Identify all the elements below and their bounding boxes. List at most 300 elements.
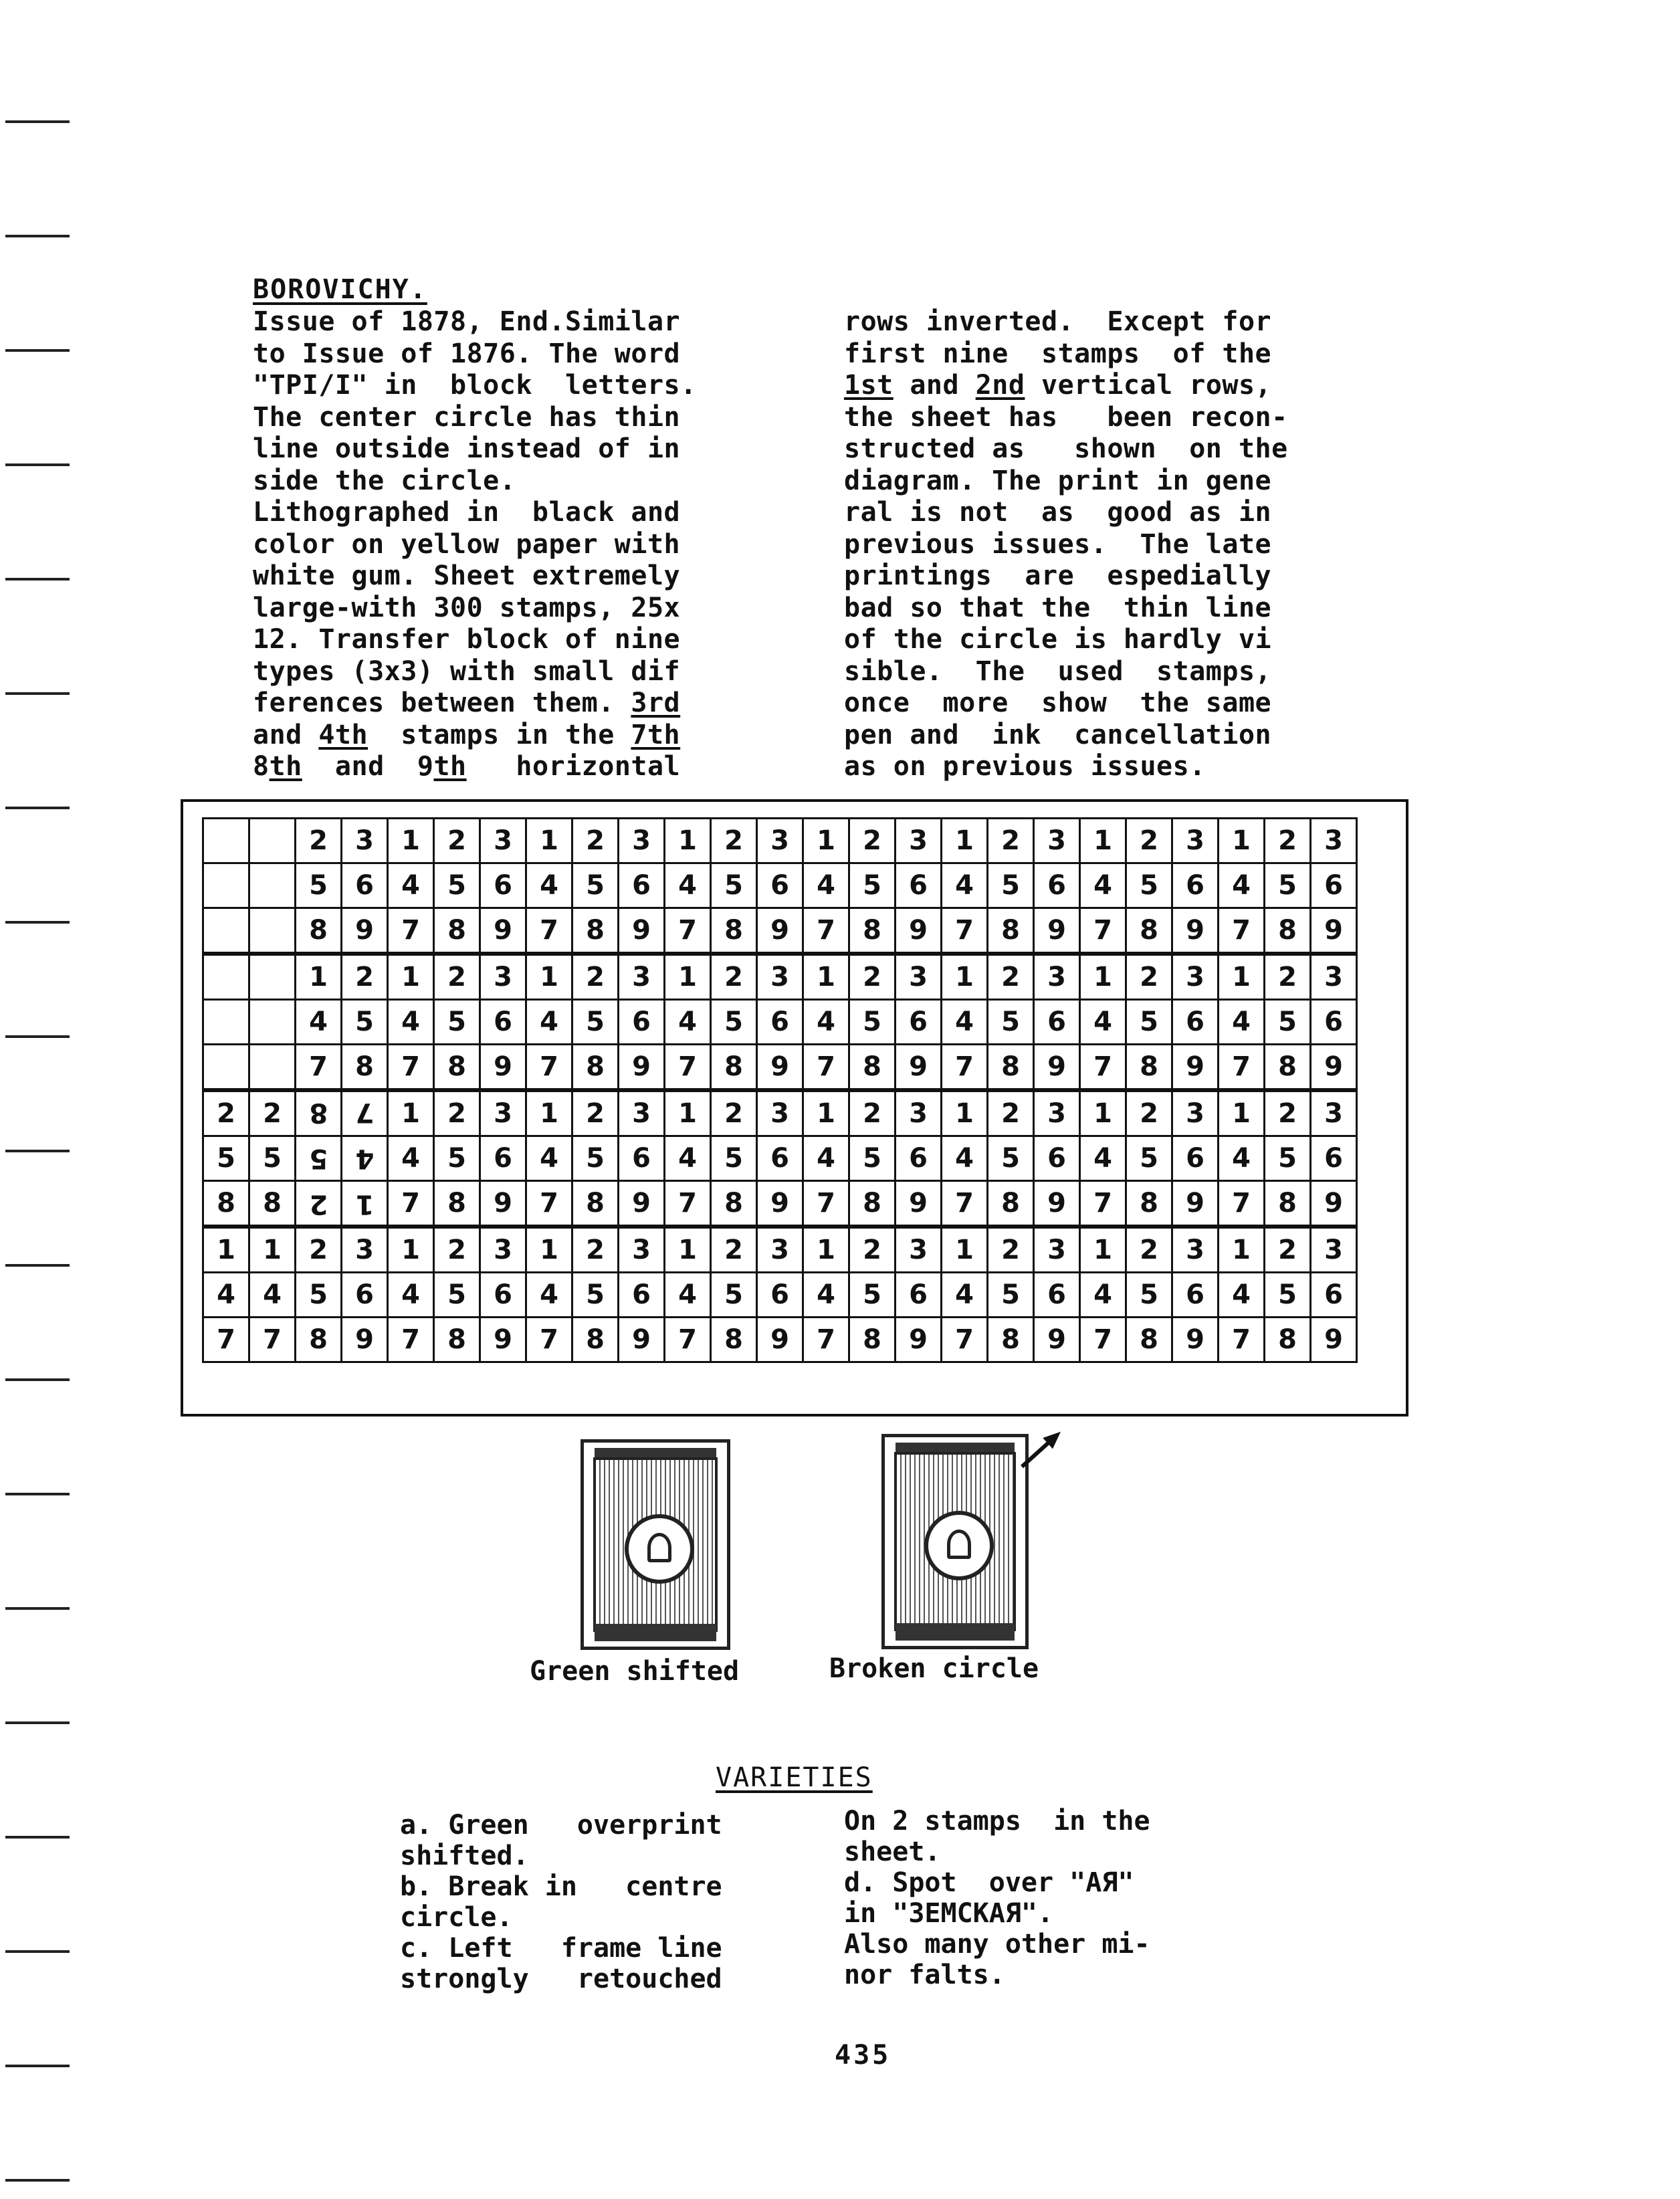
grid-cell: 2 [296, 1227, 342, 1273]
text-fragment: and [893, 370, 976, 401]
text-fragment: stamps in the [368, 719, 631, 750]
grid-cell: 9 [1172, 1318, 1219, 1362]
grid-cell: 4 [942, 1136, 988, 1181]
grid-cell: 6 [896, 1136, 942, 1181]
grid-cell: 4 [526, 1136, 572, 1181]
grid-cell: 8 [711, 908, 757, 954]
grid-cell: 6 [896, 863, 942, 908]
grid-cell: 1 [1219, 954, 1265, 1000]
text-line: bad so that the thin line [844, 592, 1272, 623]
text-line: types (3x3) with small dif [253, 655, 681, 687]
grid-cell: 1 [249, 1227, 296, 1273]
grid-cell: 5 [711, 1000, 757, 1045]
grid-cell: 3 [480, 1227, 526, 1273]
grid-cell: 3 [480, 954, 526, 1000]
grid-cell: 1 [1219, 1090, 1265, 1136]
grid-cell: 5 [1126, 1000, 1172, 1045]
grid-cell: 5 [849, 863, 896, 908]
grid-cell: 8 [203, 1181, 249, 1227]
grid-cell: 2 [434, 1090, 480, 1136]
grid-cell: 9 [757, 1045, 803, 1091]
grid-cell: 1 [803, 954, 849, 1000]
grid-cell: 7 [665, 908, 711, 954]
grid-cell: 7 [342, 1090, 388, 1136]
grid-cell: 1 [665, 1090, 711, 1136]
underlined-fragment: 2nd [975, 370, 1025, 401]
grid-cell: 5 [296, 1136, 342, 1181]
text-fragment: vertical rows, [1025, 370, 1272, 401]
grid-cell: 4 [296, 1000, 342, 1045]
grid-cell: 5 [1265, 1000, 1311, 1045]
grid-cell: 1 [526, 819, 572, 863]
grid-cell: 1 [1080, 954, 1126, 1000]
grid-row [203, 1000, 1357, 1045]
grid-cell: 6 [480, 863, 526, 908]
grid-cell: 6 [1034, 1000, 1080, 1045]
grid-cell: 9 [1311, 1318, 1357, 1362]
grid-cell: 3 [619, 954, 665, 1000]
grid-cell: 7 [1080, 908, 1126, 954]
stamp-center-circle [625, 1514, 694, 1584]
grid-row [203, 819, 1357, 863]
grid-cell: 6 [896, 1273, 942, 1318]
grid-cell: 6 [619, 863, 665, 908]
binding-mark [5, 921, 70, 924]
grid-cell: 1 [1219, 819, 1265, 863]
grid-cell: 2 [1126, 954, 1172, 1000]
grid-cell: 3 [1034, 1090, 1080, 1136]
text-line: The center circle has thin [253, 401, 681, 433]
grid-cell: 8 [434, 1045, 480, 1091]
grid-cell: 8 [988, 1045, 1034, 1091]
binding-mark [5, 1493, 70, 1495]
text-line: first nine stamps of the [844, 338, 1272, 369]
grid-cell [249, 908, 296, 954]
grid-cell: 5 [1126, 1136, 1172, 1181]
grid-cell: 5 [988, 1000, 1034, 1045]
text-line: nor falts. [844, 1960, 1005, 1990]
grid-cell: 8 [1265, 908, 1311, 954]
grid-cell: 5 [1265, 1273, 1311, 1318]
grid-cell: 4 [388, 1273, 434, 1318]
text-line: strongly retouched [400, 1964, 722, 1994]
grid-cell: 5 [988, 1136, 1034, 1181]
grid-cell: 7 [526, 908, 572, 954]
binding-mark [5, 235, 70, 237]
grid-cell: 5 [342, 1000, 388, 1045]
grid-cell: 7 [803, 1045, 849, 1091]
binding-margin [0, 0, 74, 2199]
grid-cell: 2 [711, 1090, 757, 1136]
grid-cell: 4 [526, 1000, 572, 1045]
text-line: Lithographed in black and [253, 497, 681, 528]
grid-cell: 2 [1126, 819, 1172, 863]
binding-mark [5, 578, 70, 581]
grid-cell: 6 [619, 1136, 665, 1181]
grid-cell: 2 [342, 954, 388, 1000]
grid-cell: 4 [203, 1273, 249, 1318]
grid-cell: 2 [849, 1090, 896, 1136]
grid-cell: 4 [665, 1000, 711, 1045]
grid-cell: 5 [434, 1273, 480, 1318]
grid-cell: 3 [1034, 1227, 1080, 1273]
grid-cell: 1 [526, 1227, 572, 1273]
grid-cell: 3 [480, 819, 526, 863]
grid-cell: 4 [1219, 1273, 1265, 1318]
grid-cell: 9 [619, 1318, 665, 1362]
grid-cell: 2 [1265, 819, 1311, 863]
grid-cell: 9 [480, 1318, 526, 1362]
grid-cell: 8 [849, 1045, 896, 1091]
grid-cell: 9 [1311, 908, 1357, 954]
grid-cell: 5 [296, 863, 342, 908]
text-line: shifted. [400, 1841, 529, 1871]
grid-cell: 8 [1126, 1318, 1172, 1362]
grid-cell: 8 [988, 1318, 1034, 1362]
grid-cell: 2 [572, 819, 619, 863]
broken-circle-stamp-image [881, 1434, 1029, 1649]
grid-cell: 4 [665, 1136, 711, 1181]
grid-cell: 9 [480, 1181, 526, 1227]
grid-cell: 1 [942, 1227, 988, 1273]
grid-cell [249, 1000, 296, 1045]
grid-cell: 9 [619, 908, 665, 954]
text-line: previous issues. The late [844, 528, 1272, 560]
grid-cell: 5 [572, 863, 619, 908]
grid-cell: 6 [1034, 1136, 1080, 1181]
grid-cell: 9 [619, 1181, 665, 1227]
grid-cell: 4 [803, 863, 849, 908]
binding-mark [5, 463, 70, 466]
grid-cell: 1 [388, 1227, 434, 1273]
text-line: Issue of 1878, End.Similar [253, 306, 681, 337]
grid-cell: 9 [757, 908, 803, 954]
grid-cell: 3 [1172, 1227, 1219, 1273]
text-fragment: horizontal [466, 751, 681, 782]
grid-cell: 7 [1219, 908, 1265, 954]
grid-cell: 4 [342, 1136, 388, 1181]
grid-row [203, 1045, 1357, 1091]
grid-cell: 3 [1172, 1090, 1219, 1136]
grid-cell: 2 [711, 1227, 757, 1273]
text-line: as on previous issues. [844, 751, 1206, 782]
grid-cell: 3 [1172, 819, 1219, 863]
grid-cell: 9 [342, 908, 388, 954]
grid-cell: 6 [619, 1000, 665, 1045]
grid-cell: 2 [1126, 1227, 1172, 1273]
grid-cell: 1 [526, 1090, 572, 1136]
binding-mark [5, 1836, 70, 1839]
varieties-left-column [400, 1810, 722, 1994]
grid-cell: 1 [665, 1227, 711, 1273]
grid-cell: 7 [296, 1045, 342, 1091]
grid-cell: 5 [203, 1136, 249, 1181]
text-line: ferences between them. [253, 688, 631, 718]
grid-cell: 8 [296, 908, 342, 954]
grid-cell: 9 [619, 1045, 665, 1091]
grid-cell: 1 [665, 954, 711, 1000]
grid-cell: 8 [434, 1318, 480, 1362]
grid-cell: 6 [1311, 1273, 1357, 1318]
grid-cell: 1 [388, 1090, 434, 1136]
grid-cell: 5 [711, 863, 757, 908]
grid-cell: 3 [1034, 954, 1080, 1000]
binding-mark [5, 1378, 70, 1381]
grid-cell: 1 [803, 1227, 849, 1273]
grid-cell [249, 819, 296, 863]
text-line: d. Spot over "AЯ" [844, 1867, 1134, 1898]
binding-mark [5, 2179, 70, 2182]
grid-cell: 4 [1080, 1000, 1126, 1045]
grid-cell: 5 [1265, 863, 1311, 908]
grid-cell: 6 [896, 1000, 942, 1045]
grid-cell: 2 [434, 954, 480, 1000]
grid-cell: 4 [249, 1273, 296, 1318]
page-title: BOROVICHY. [253, 274, 427, 305]
grid-cell: 2 [296, 819, 342, 863]
broken-circle-caption: Broken circle [829, 1653, 1039, 1684]
grid-cell: 5 [296, 1273, 342, 1318]
grid-cell: 6 [757, 1273, 803, 1318]
grid-cell: 8 [296, 1318, 342, 1362]
grid-cell: 3 [1311, 1227, 1357, 1273]
grid-cell: 9 [342, 1318, 388, 1362]
grid-row [203, 863, 1357, 908]
text-line: ral is not as good as in [844, 497, 1272, 528]
grid-cell [203, 819, 249, 863]
grid-cell: 7 [526, 1181, 572, 1227]
text-line: color on yellow paper with [253, 528, 681, 560]
stamp-bottom-band [896, 1623, 1015, 1641]
binding-mark [5, 1607, 70, 1610]
grid-cell: 9 [1034, 1045, 1080, 1091]
grid-cell: 4 [388, 1136, 434, 1181]
grid-cell [203, 954, 249, 1000]
grid-cell: 5 [1126, 1273, 1172, 1318]
text-line: large-with 300 stamps, 25x [253, 592, 681, 623]
grid-cell: 8 [572, 908, 619, 954]
grid-cell: 5 [988, 1273, 1034, 1318]
grid-cell: 5 [434, 863, 480, 908]
binding-mark [5, 1721, 70, 1724]
text-line: Also many other mi- [844, 1929, 1150, 1960]
text-line: structed as shown on the [844, 433, 1288, 464]
text-line: to Issue of 1876. The word [253, 338, 681, 369]
grid-cell: 7 [942, 1318, 988, 1362]
grid-cell: 4 [388, 863, 434, 908]
text-line: rows inverted. Except for [844, 306, 1272, 337]
binding-mark [5, 1150, 70, 1152]
grid-cell: 4 [526, 1273, 572, 1318]
grid-cell: 8 [1126, 908, 1172, 954]
grid-cell: 7 [249, 1318, 296, 1362]
text-line: c. Left frame line [400, 1933, 722, 1964]
grid-cell: 2 [434, 819, 480, 863]
grid-cell: 3 [757, 954, 803, 1000]
text-line: of the circle is hardly vi [844, 624, 1272, 655]
grid-cell: 3 [1311, 1090, 1357, 1136]
grid-cell [203, 1045, 249, 1091]
grid-cell: 7 [388, 908, 434, 954]
text-line: 12. Transfer block of nine [253, 624, 681, 655]
col1-lines [253, 306, 697, 718]
grid-row [203, 908, 1357, 954]
text-fragment: and [253, 719, 319, 750]
binding-mark [5, 2065, 70, 2067]
col1-line14 [253, 720, 680, 750]
text-column-right [844, 306, 1339, 783]
grid-cell: 7 [1080, 1181, 1126, 1227]
text-line: sheet. [844, 1837, 941, 1867]
grid-cell: 6 [342, 1273, 388, 1318]
grid-cell: 1 [388, 954, 434, 1000]
grid-cell: 9 [896, 1045, 942, 1091]
page-number: 435 [835, 2040, 891, 2071]
binding-mark [5, 1264, 70, 1267]
grid-cell: 4 [803, 1000, 849, 1045]
grid-cell: 1 [526, 954, 572, 1000]
grid-cell: 6 [1311, 1136, 1357, 1181]
grid-cell: 9 [896, 908, 942, 954]
grid-cell: 1 [942, 954, 988, 1000]
grid-cell: 1 [296, 954, 342, 1000]
grid-cell: 5 [711, 1273, 757, 1318]
grid-cell: 7 [526, 1318, 572, 1362]
grid-cell: 5 [249, 1136, 296, 1181]
grid-cell: 4 [1219, 1136, 1265, 1181]
grid-cell: 2 [988, 1090, 1034, 1136]
grid-cell: 6 [480, 1000, 526, 1045]
grid-cell: 3 [896, 1090, 942, 1136]
grid-cell: 3 [896, 1227, 942, 1273]
grid-cell: 6 [342, 863, 388, 908]
grid-cell: 8 [711, 1045, 757, 1091]
grid-row [203, 1181, 1357, 1227]
grid-cell: 1 [803, 1090, 849, 1136]
grid-cell: 5 [849, 1273, 896, 1318]
grid-cell: 2 [988, 1227, 1034, 1273]
grid-row [203, 1227, 1357, 1273]
grid-cell: 7 [388, 1045, 434, 1091]
grid-cell: 3 [619, 1090, 665, 1136]
underlined-fragment: th [433, 751, 467, 782]
grid-cell: 5 [434, 1000, 480, 1045]
grid-cell: 2 [572, 954, 619, 1000]
grid-cell: 6 [1034, 863, 1080, 908]
grid-cell: 2 [203, 1090, 249, 1136]
grid-cell: 5 [1265, 1136, 1311, 1181]
grid-cell: 3 [619, 819, 665, 863]
text-line: white gum. Sheet extremely [253, 560, 681, 591]
grid-cell: 7 [1219, 1318, 1265, 1362]
grid-cell [203, 863, 249, 908]
grid-cell: 7 [665, 1045, 711, 1091]
underlined-fragment: 4th [318, 719, 369, 750]
text-line: circle. [400, 1902, 513, 1933]
grid-cell: 7 [1080, 1318, 1126, 1362]
grid-cell: 8 [711, 1318, 757, 1362]
grid-cell: 8 [1265, 1318, 1311, 1362]
grid-cell: 3 [1034, 819, 1080, 863]
grid-cell: 4 [1080, 863, 1126, 908]
grid-cell: 6 [757, 1136, 803, 1181]
grid-cell: 4 [1080, 1273, 1126, 1318]
grid-cell: 7 [1219, 1181, 1265, 1227]
grid-cell: 4 [942, 1273, 988, 1318]
grid-cell: 8 [988, 908, 1034, 954]
grid-cell: 4 [388, 1000, 434, 1045]
grid-cell: 2 [849, 954, 896, 1000]
grid-cell: 5 [572, 1000, 619, 1045]
grid-row [203, 1136, 1357, 1181]
text-column-left [253, 306, 748, 783]
grid-cell: 3 [757, 1227, 803, 1273]
grid-cell: 8 [572, 1181, 619, 1227]
grid-cell: 5 [988, 863, 1034, 908]
grid-cell: 8 [849, 1318, 896, 1362]
grid-cell: 8 [249, 1181, 296, 1227]
grid-cell: 1 [803, 819, 849, 863]
grid-cell: 8 [849, 1181, 896, 1227]
text-line: "TPI/I" in block letters. [253, 370, 697, 401]
text-line: line outside instead of in [253, 433, 681, 464]
grid-cell: 7 [388, 1318, 434, 1362]
grid-cell: 4 [1219, 1000, 1265, 1045]
text-line: sible. The used stamps, [844, 655, 1272, 687]
grid-cell: 2 [711, 954, 757, 1000]
grid-cell: 5 [572, 1273, 619, 1318]
text-line: On 2 stamps in the [844, 1806, 1150, 1837]
text-line: once more show the same [844, 688, 1272, 718]
grid-cell: 5 [434, 1136, 480, 1181]
grid-cell: 8 [296, 1090, 342, 1136]
grid-cell: 2 [849, 819, 896, 863]
grid-cell: 5 [711, 1136, 757, 1181]
grid-cell: 1 [1080, 819, 1126, 863]
grid-cell: 2 [572, 1090, 619, 1136]
grid-cell: 5 [1126, 863, 1172, 908]
green-shifted-caption: Green shifted [530, 1656, 740, 1687]
grid-cell: 9 [480, 908, 526, 954]
grid-cell: 4 [942, 863, 988, 908]
grid-cell: 2 [572, 1227, 619, 1273]
text-line: the sheet has been recon- [844, 401, 1288, 433]
grid-cell: 1 [203, 1227, 249, 1273]
grid-row [203, 1273, 1357, 1318]
grid-cell: 6 [480, 1136, 526, 1181]
grid-cell: 3 [1311, 819, 1357, 863]
text-line: a. Green overprint [400, 1810, 722, 1841]
grid-cell: 7 [803, 1181, 849, 1227]
grid-cell: 3 [342, 1227, 388, 1273]
text-line: pen and ink cancellation [844, 719, 1272, 750]
grid-cell: 7 [803, 1318, 849, 1362]
grid-cell: 6 [619, 1273, 665, 1318]
grid-cell: 6 [757, 863, 803, 908]
grid-cell: 4 [803, 1273, 849, 1318]
varieties-heading: VARIETIES [716, 1762, 873, 1793]
grid-row [203, 954, 1357, 1000]
grid-cell [249, 954, 296, 1000]
grid-cell: 2 [1126, 1090, 1172, 1136]
col2-lines-a [844, 306, 1271, 369]
grid-cell: 4 [665, 863, 711, 908]
grid-cell: 6 [1034, 1273, 1080, 1318]
grid-cell [249, 1045, 296, 1091]
grid-cell: 1 [942, 1090, 988, 1136]
grid-cell: 6 [1172, 1000, 1219, 1045]
grid-cell: 7 [942, 1181, 988, 1227]
